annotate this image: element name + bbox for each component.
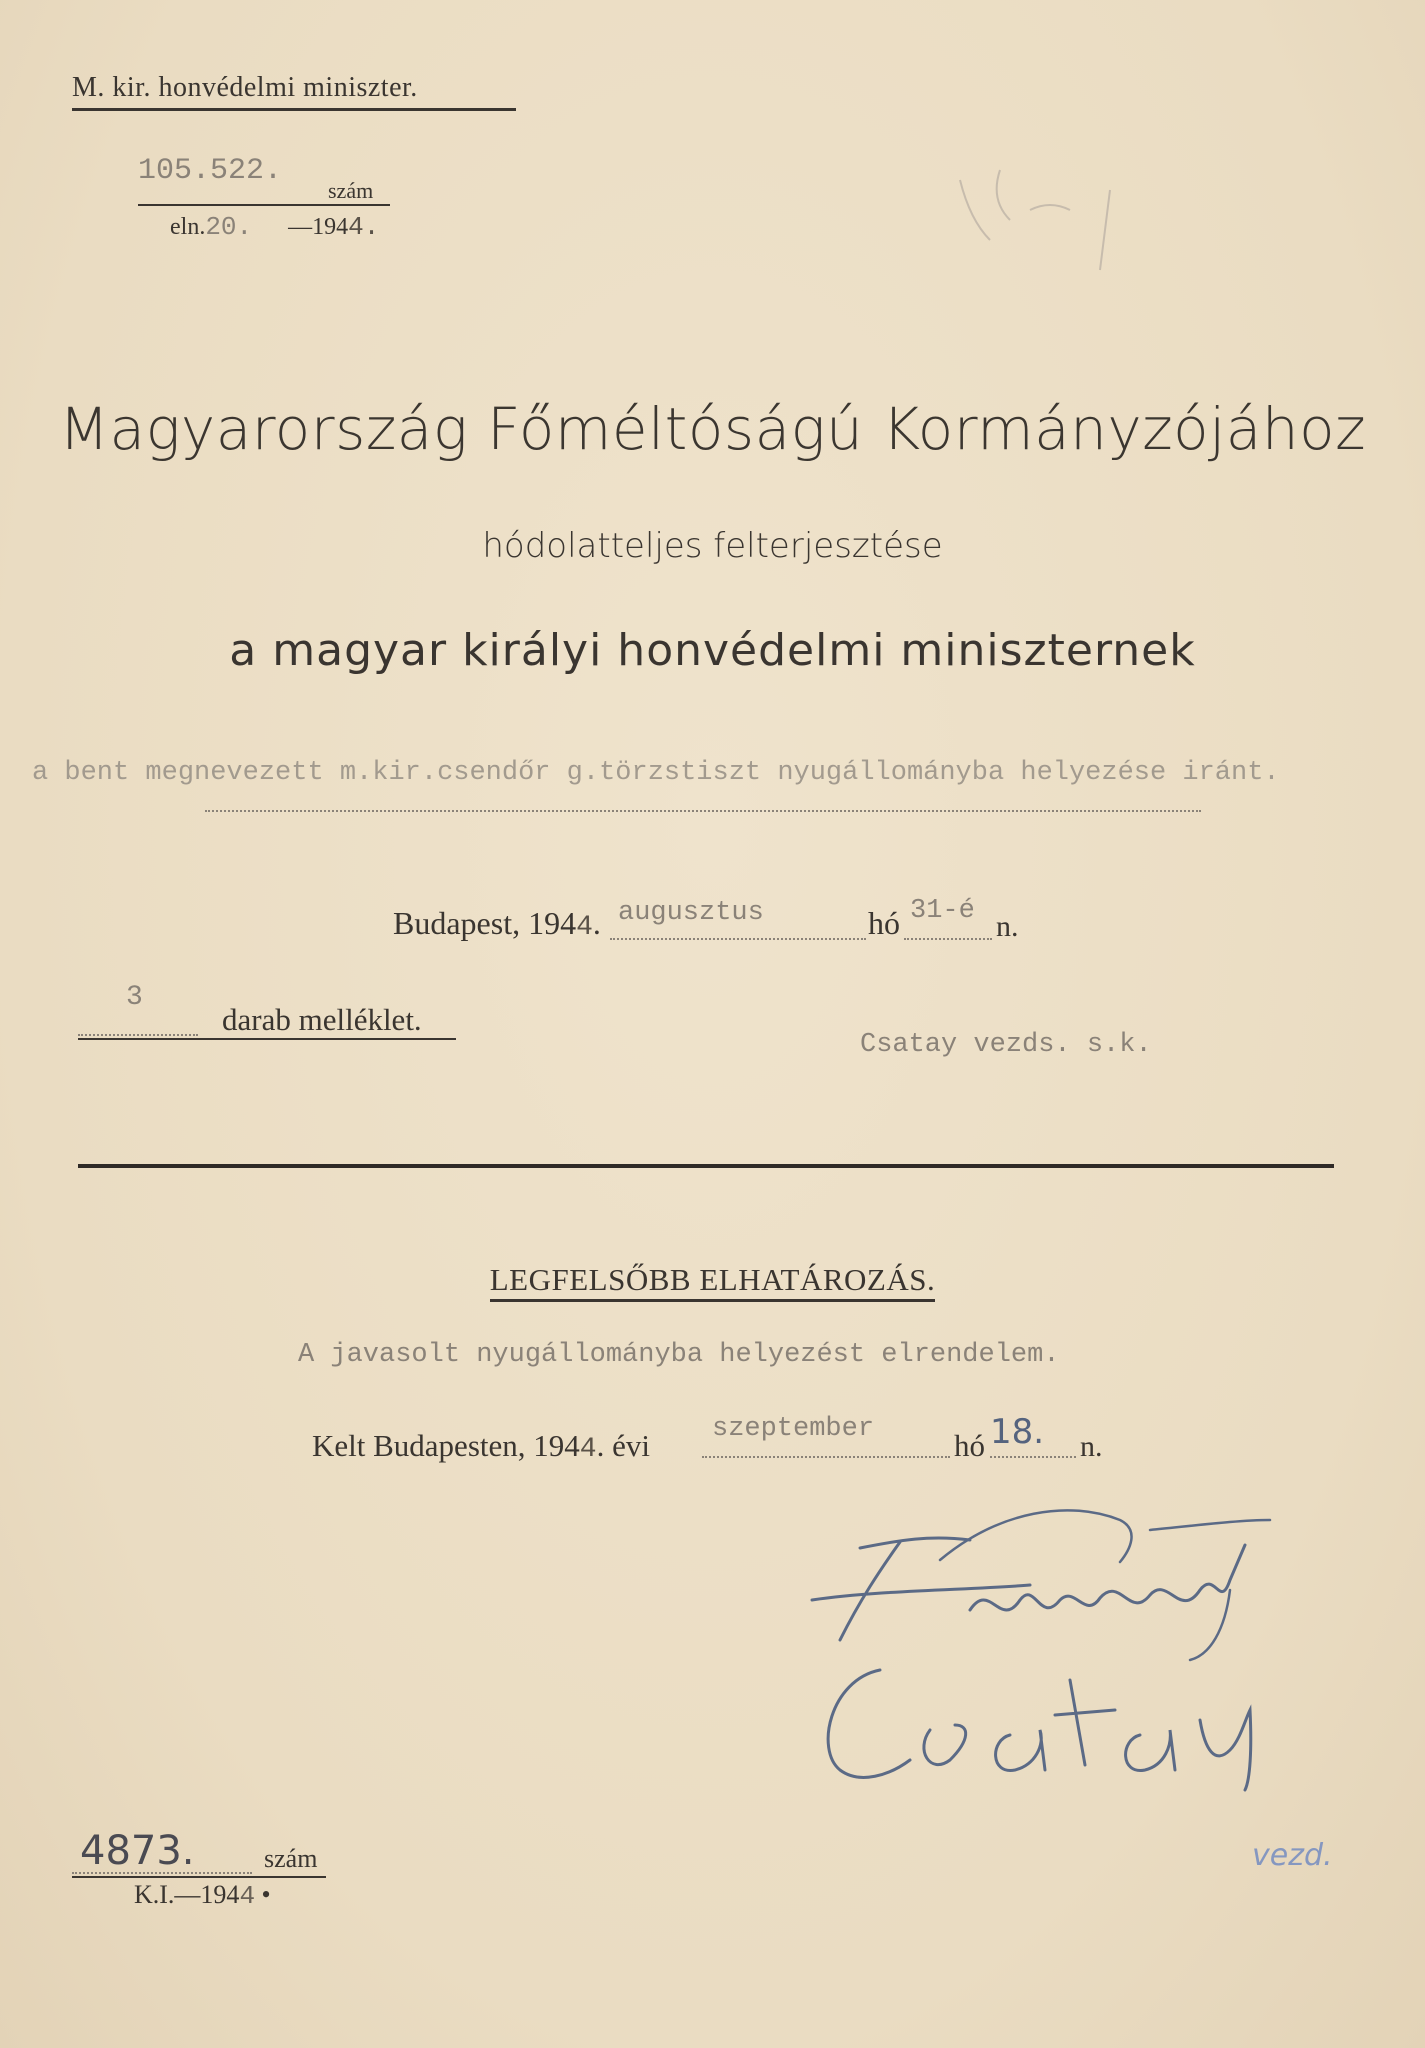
date-n-text: n. — [996, 910, 1019, 943]
footer-number-dotted-line — [72, 1872, 252, 1874]
title-sub — [0, 526, 1425, 566]
decision-heading-text: LEGFELSŐBB ELHATÁROZÁS. — [490, 1262, 936, 1302]
title-from-text: a magyar királyi honvédelmi miniszternek — [229, 625, 1196, 676]
attachments-underline — [78, 1038, 456, 1040]
subject-text: a bent megnevezett m.kir.csendőr g.törzstiszt nyugállományba helyezése iránt. — [32, 758, 1280, 788]
decision-month-text: szeptember — [712, 1414, 875, 1444]
footer-ki-prefix: K.I.—194 — [134, 1880, 240, 1909]
attachments-dotted-line — [78, 1034, 198, 1036]
decision-evi: . évi — [596, 1428, 650, 1463]
date-ho — [868, 905, 900, 942]
decision-ho — [954, 1428, 985, 1464]
month-dotted-line — [610, 938, 866, 940]
decision-text — [298, 1340, 1060, 1370]
reference-number — [138, 154, 282, 188]
typed-signature-text: Csatay vezds. s.k. — [860, 1030, 1152, 1060]
footer-number — [80, 1828, 195, 1874]
title-main-text: Magyarország Főméltóságú Kormányzójához — [58, 395, 1367, 463]
typed-signature — [860, 1030, 1152, 1060]
date-place: Budapest, 194 — [393, 905, 577, 941]
eln-line — [170, 212, 379, 242]
footer-ki-suffix: • — [261, 1880, 271, 1909]
decision-day — [990, 1412, 1044, 1452]
date-n — [996, 910, 1019, 944]
decision-month-dotted-line — [702, 1456, 950, 1458]
pencil-marks — [940, 160, 1140, 270]
date-month — [618, 898, 764, 928]
attachments-label-text: darab melléklet. — [222, 1002, 422, 1037]
footer-number-label — [264, 1844, 317, 1874]
subject-dotted-line — [205, 810, 1201, 812]
attachments-label — [222, 1002, 422, 1038]
date-year-digit: 4 — [576, 912, 593, 943]
decision-n-text: n. — [1080, 1430, 1103, 1463]
eln-number: 20. — [205, 212, 253, 242]
section-divider — [78, 1164, 1334, 1168]
title-sub-text: hódolatteljes felterjesztése — [482, 526, 943, 566]
eln-year-prefix: —194 — [288, 214, 349, 240]
marginal-note — [1252, 1838, 1333, 1873]
footer-ki-line — [134, 1880, 271, 1911]
date-day — [910, 896, 975, 926]
attachments-count — [126, 982, 143, 1013]
decision-place: Kelt Budapesten, 194 — [312, 1428, 580, 1463]
footer-underline — [72, 1876, 326, 1878]
date-month-text: augusztus — [618, 898, 764, 928]
decision-month — [712, 1414, 874, 1444]
decision-ho-text: hó — [954, 1428, 985, 1463]
decision-text-value: A javasolt nyugállományba helyezést elrendelem. — [298, 1340, 1060, 1370]
date-line: Budapest, 1944. — [393, 905, 601, 943]
reference-number-value: 105.522. — [138, 154, 283, 188]
marginal-note-text: vezd. — [1252, 1838, 1333, 1873]
footer-ki-digit: 4 — [239, 1881, 256, 1911]
number-underline — [138, 204, 390, 206]
decision-date-line — [312, 1428, 650, 1465]
decision-day-text: 18. — [990, 1412, 1045, 1452]
footer-szam-label: szám — [264, 1844, 318, 1873]
decision-year-digit: 4 — [579, 1434, 597, 1465]
title-main — [0, 395, 1425, 463]
footer-number-value: 4873. — [80, 1828, 195, 1874]
day-dotted-line — [904, 938, 992, 940]
number-label — [328, 178, 373, 204]
decision-heading — [0, 1262, 1425, 1298]
subject-line — [32, 758, 1280, 788]
decision-n — [1080, 1430, 1103, 1464]
signature-horthy — [800, 1490, 1300, 1660]
signature-csatay — [820, 1640, 1300, 1790]
ministry-header — [72, 72, 418, 104]
attachments-count-value: 3 — [126, 982, 143, 1013]
ministry-underline — [72, 108, 516, 111]
eln-year-digit: 4. — [348, 212, 380, 242]
eln-prefix: eln. — [170, 214, 206, 240]
date-ho-text: hó — [868, 905, 900, 941]
title-from — [0, 625, 1425, 676]
ministry-text: M. kir. honvédelmi miniszter. — [72, 72, 418, 103]
decision-day-dotted-line — [990, 1456, 1076, 1458]
date-day-text: 31-é — [910, 896, 975, 926]
szam-label: szám — [328, 178, 374, 203]
